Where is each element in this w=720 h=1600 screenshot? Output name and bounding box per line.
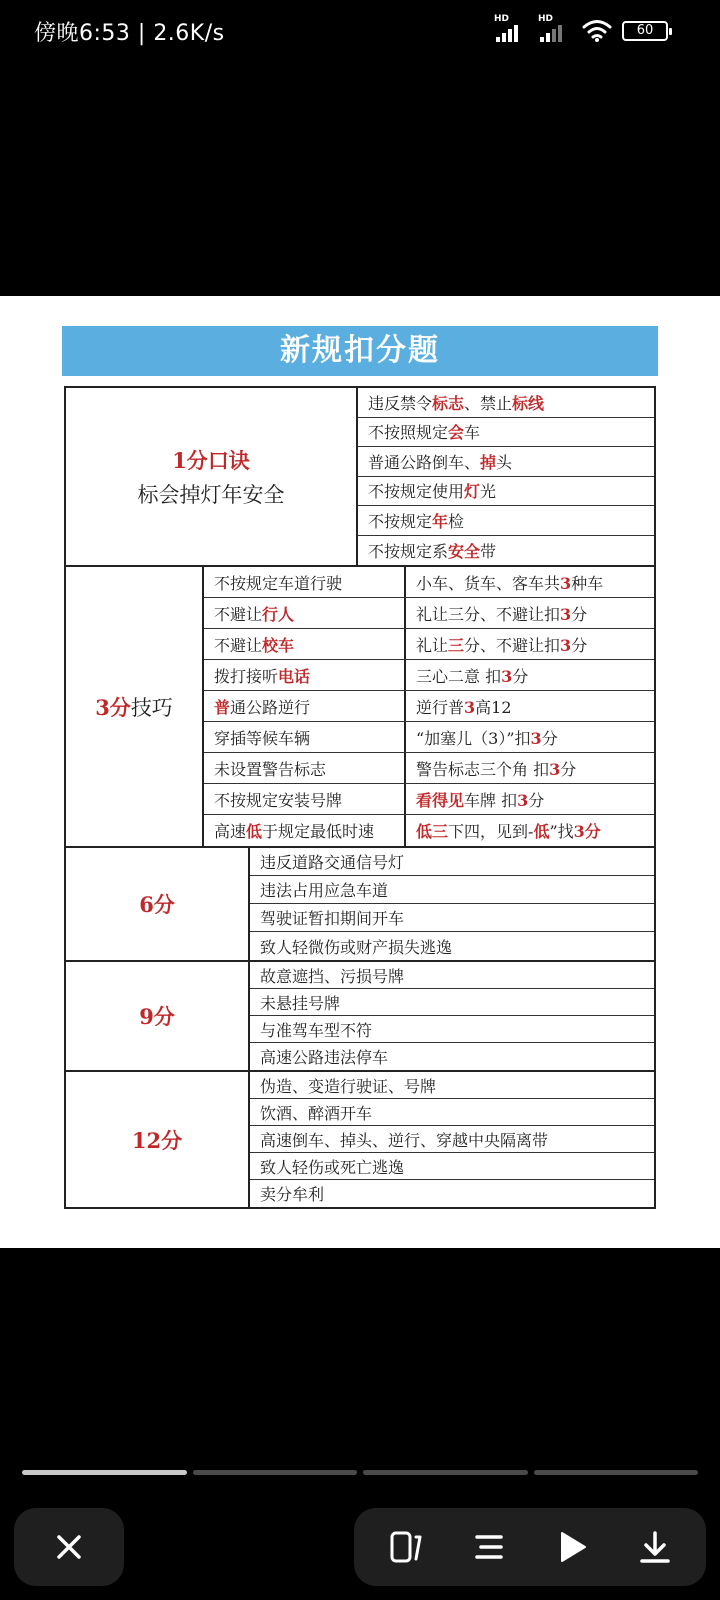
points-group-label: 1分口诀 标会掉灯年安全 (66, 388, 358, 565)
play-button[interactable] (544, 1519, 600, 1575)
points-group-label: 3分技巧 (66, 567, 204, 846)
violation-text: 违反道路交通信号灯 (260, 853, 405, 872)
table-row (358, 388, 654, 418)
table-row (204, 691, 654, 722)
violation-text: 违反禁令标志、禁止标线 (368, 393, 545, 413)
violation-text: 高速倒车、掉头、逆行、穿越中央隔离带 (260, 1130, 549, 1150)
violation-text: 不按规定安装号牌 (204, 784, 406, 814)
table-row (204, 815, 654, 846)
table-row (358, 506, 654, 536)
violation-text: 不按规定系安全带 (368, 541, 497, 561)
rotate-icon (386, 1527, 426, 1567)
table-row (358, 536, 654, 566)
violation-text: 致人轻伤或死亡逃逸 (260, 1157, 405, 1177)
menu-button[interactable] (461, 1519, 517, 1575)
table-row (250, 876, 654, 904)
points-group-label: 9分 (66, 962, 250, 1070)
table-row (250, 904, 654, 932)
tip-text: 逆行普3高12 (416, 697, 512, 717)
table-row (204, 567, 654, 598)
violation-text: 伪造、变造行驶证、号牌 (260, 1076, 437, 1096)
image-progress-indicator (22, 1470, 698, 1475)
violation-text: 与准驾车型不符 (260, 1020, 373, 1040)
table-row (250, 1043, 654, 1070)
violation-text: 驾驶证暂扣期间开车 (260, 909, 405, 928)
points-table (64, 386, 656, 1209)
progress-segment (22, 1470, 187, 1475)
points-group (66, 567, 654, 848)
tip-text: “加塞儿（3）”扣3分 (416, 728, 558, 748)
violation-text: 饮酒、醉酒开车 (260, 1103, 373, 1123)
table-row (358, 418, 654, 448)
table-row (358, 447, 654, 477)
table-row (250, 962, 654, 989)
progress-segment (534, 1470, 699, 1475)
status-time: 傍晚6:53 (34, 21, 131, 46)
hd-label-2: HD (538, 14, 554, 24)
violation-text: 普通公路倒车、掉头 (368, 452, 513, 472)
status-icons (494, 14, 668, 44)
progress-segment (193, 1470, 358, 1475)
viewed-image[interactable] (0, 296, 720, 1248)
violation-text: 卖分牟利 (260, 1185, 325, 1204)
menu-icon (471, 1529, 507, 1565)
table-row (250, 1099, 654, 1126)
table-row (204, 629, 654, 660)
violation-text: 拨打接听 电话 (204, 660, 406, 690)
wifi-icon (582, 19, 612, 43)
violation-text: 穿插等候车辆 (204, 722, 406, 752)
download-icon (637, 1529, 673, 1565)
table-row (250, 1153, 654, 1180)
rotate-button[interactable] (378, 1519, 434, 1575)
violation-text: 故意遮挡、污损号牌 (260, 966, 405, 986)
status-divider: | (137, 21, 154, 46)
tip-text: 礼让三分、不避让扣3分 (416, 635, 588, 655)
table-row (250, 1180, 654, 1207)
points-group-label: 12分 (66, 1072, 250, 1207)
tip-text: 三心二意 扣3分 (416, 666, 529, 686)
table-row (250, 989, 654, 1016)
table-row (250, 932, 654, 960)
download-button[interactable] (627, 1519, 683, 1575)
hd-label: HD (494, 14, 510, 24)
document-title: 新规扣分题 (62, 326, 658, 376)
points-group (66, 848, 654, 962)
viewer-toolbar (354, 1508, 706, 1586)
table-row (250, 848, 654, 876)
close-icon (54, 1532, 84, 1562)
table-row (250, 1072, 654, 1099)
table-row (204, 753, 654, 784)
table-row (204, 660, 654, 691)
violation-text: 不按照规定会车 (368, 423, 481, 443)
play-icon (554, 1529, 590, 1565)
table-row (250, 1016, 654, 1043)
table-row (204, 722, 654, 753)
close-button[interactable] (14, 1508, 124, 1586)
progress-segment (363, 1470, 528, 1475)
violation-text: 高速公路违法停车 (260, 1048, 389, 1067)
tip-text: 看得见车牌 扣3分 (416, 790, 545, 810)
cellular-signal-icon-2 (538, 14, 572, 44)
points-group (66, 1072, 654, 1207)
battery-icon: 60 (622, 21, 668, 41)
status-left (34, 16, 225, 47)
status-bar (0, 0, 720, 64)
tip-text: 低三下四，见到-低”找3分 (416, 822, 601, 841)
violation-text: 不按规定使用灯光 (368, 482, 497, 502)
cellular-signal-icon (494, 14, 528, 44)
mnemonic-text: 标会掉灯年安全 (137, 482, 285, 507)
violation-text: 不避让 校车 (204, 629, 406, 659)
violation-text: 未悬挂号牌 (260, 993, 341, 1013)
table-row (250, 1126, 654, 1153)
tip-text: 礼让三分、不避让扣3分 (416, 604, 588, 624)
violation-text: 不按规定年检 (368, 511, 465, 531)
violation-text: 不按规定车道行驶 (204, 567, 406, 597)
violation-text: 违法占用应急车道 (260, 881, 389, 900)
table-row (204, 784, 654, 815)
violation-text: 高速 低 于规定最低时速 (204, 815, 406, 846)
network-speed: 2.6K/s (153, 21, 225, 46)
table-row (204, 598, 654, 629)
violation-text: 致人轻微伤或财产损失逃逸 (260, 937, 453, 957)
points-group-label: 6分 (66, 848, 250, 960)
points-group (66, 962, 654, 1072)
tip-text: 小车、货车、客车共3种车 (416, 573, 604, 593)
violation-text: 未设置警告标志 (204, 753, 406, 783)
violation-text: 不避让 行人 (204, 598, 406, 628)
points-group (66, 388, 654, 567)
table-row (358, 477, 654, 507)
violation-text: 普 通公路逆行 (204, 691, 406, 721)
tip-text: 警告标志三个角 扣3分 (416, 759, 577, 779)
